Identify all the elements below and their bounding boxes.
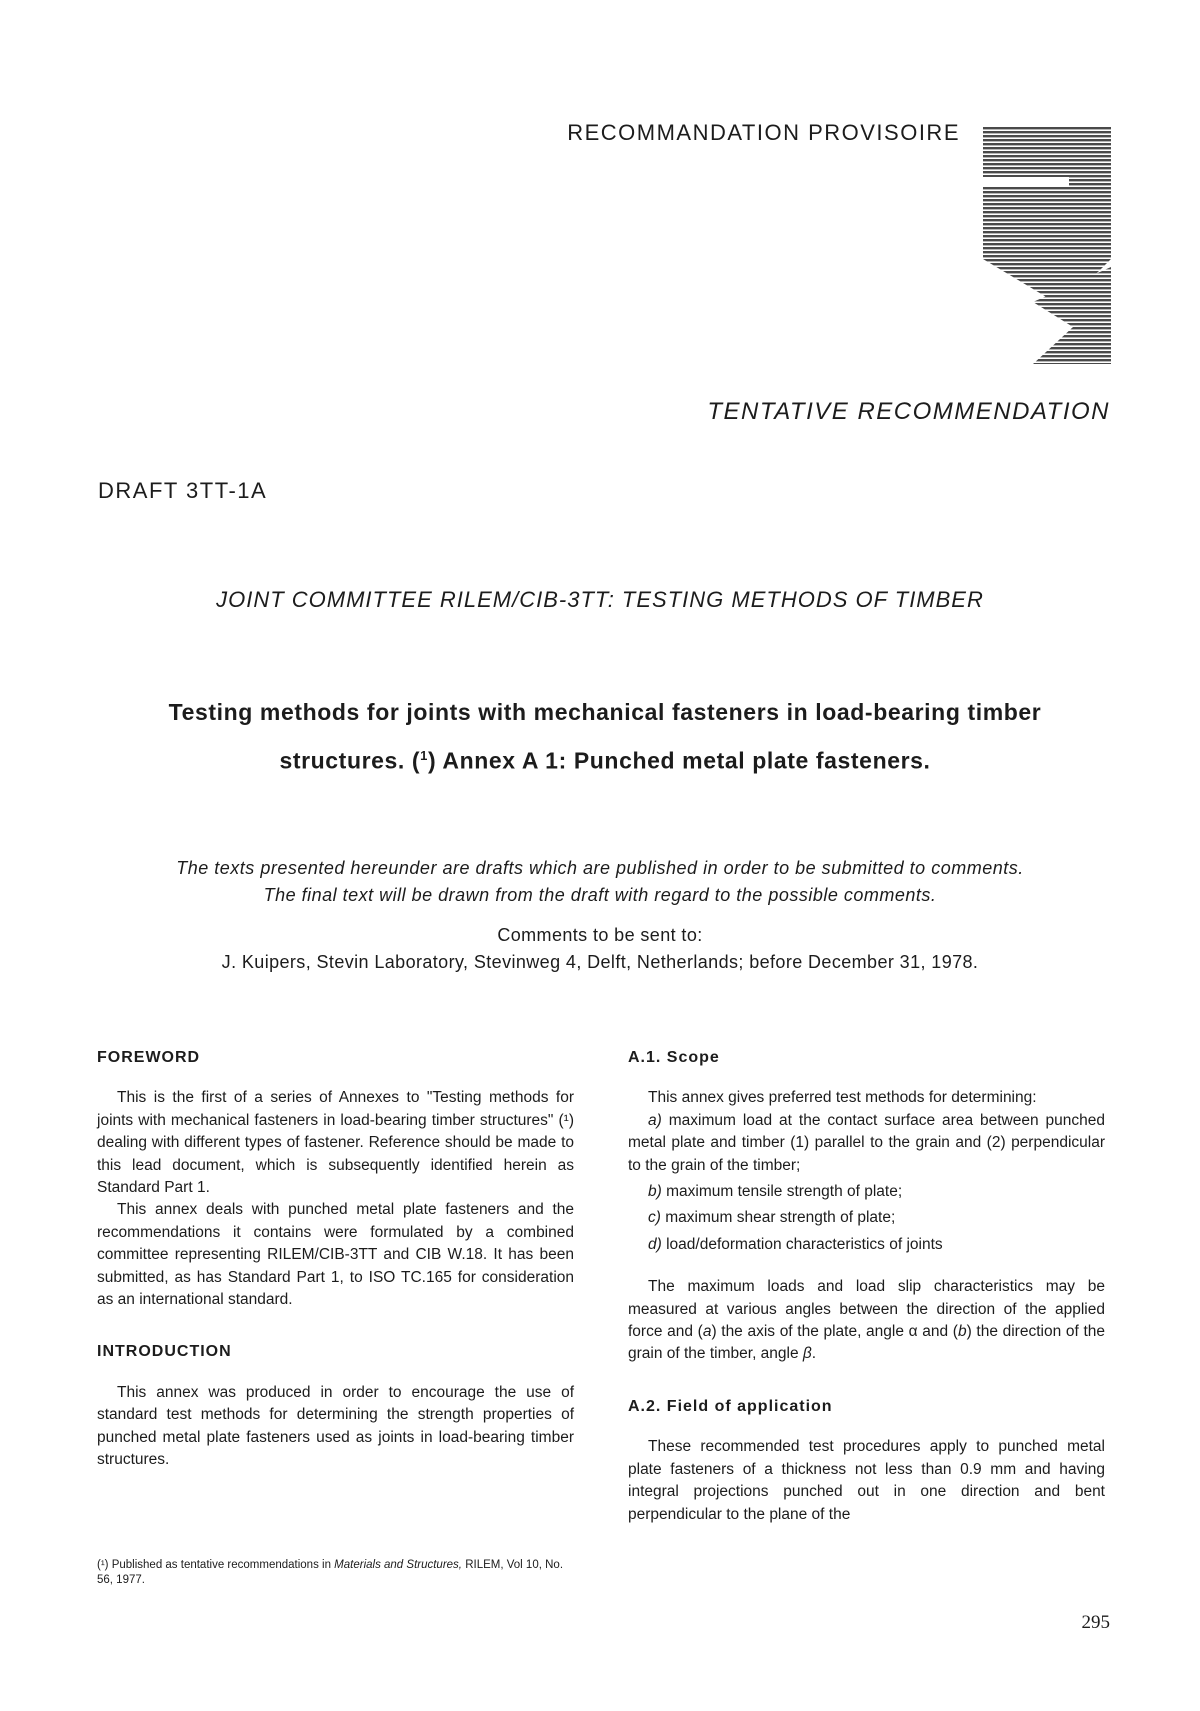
left-column [97,1047,574,1472]
rilem-logo [983,127,1111,364]
field-paragraph-1: These recommended test procedures apply to punched metal plate fasteners of a thickness not less than 0.9 mm and having integral projections punched out in one direction and bent perpendicular to the plane of the [628,1438,1105,1523]
footnote-ref: 1 [420,748,429,763]
comments-address [80,922,1120,976]
list-item: a) maximum load at the contact surface area between punched metal plate and timber (1) parallel to the grain and (2) perpendicular to the grain of the timber; [628,1111,1105,1174]
main-title-line-2: structures. ($^1$) Annex A 1: Punched metal plate fasteners. [279,747,931,774]
header-title: RECOMMANDATION PROVISOIRE [567,120,960,145]
foreword-paragraph-1: This is the first of a series of Annexes to "Testing methods for joints with mechanical fasteners in load-bearing timber structures" (¹) dealing with different types of fastener. Reference should be made to this lead document, which is subsequently identified herein as Standard Part 1. [97,1089,574,1197]
main-title [95,690,1115,783]
foreword-paragraph-2: This annex deals with punched metal plate fasteners and the recommendations it contains were formulated by a combined committee representing RILEM/CIB-3TT and CIB W.18. It has been submitted, as has Standard Part 1, to ISO TC.165 for consideration as an international standard. [97,1201,574,1309]
notice-line-1: The texts presented hereunder are drafts which are published in order to be submitted to comments. [176,858,1024,878]
footnote-marker: (¹) [97,1559,109,1571]
scope-paragraph-2: The maximum loads and load slip characteristics may be measured at various angles between the direction of the applied force and (a) the axis of the plate, angle α and (b) the direction of the grain of the timber, angle β. [628,1278,1105,1363]
draft-notice [80,855,1120,909]
scope-intro: This annex gives preferred test methods for determining: [648,1089,1037,1107]
main-title-line-1: Testing methods for joints with mechanical fasteners in load-bearing timber [168,699,1042,725]
right-column [628,1047,1105,1526]
introduction-heading: INTRODUCTION [97,1343,232,1361]
scope-heading: A.1. Scope [628,1049,720,1066]
page-number: 295 [1081,1612,1110,1633]
foreword-heading: FOREWORD [97,1049,201,1066]
introduction-paragraph-1: This annex was produced in order to encourage the use of standard test methods for determining the strength properties of punched metal plate fasteners used as joints in load-bearing timber structures. [97,1383,574,1469]
list-item: d) load/deformation characteristics of joints [648,1235,943,1253]
draft-label: DRAFT 3TT-1A [98,478,268,503]
committee-title: JOINT COMMITTEE RILEM/CIB-3TT: TESTING METHODS OF TIMBER [216,587,984,612]
list-item: c) maximum shear strength of plate; [648,1209,896,1227]
list-item: b) maximum tensile strength of plate; [648,1183,903,1201]
comments-to-label: Comments to be sent to: [497,925,703,945]
footnote-journal: Materials and Structures, [334,1559,463,1571]
footnote: (¹) Published as tentative recommendations in Materials and Structures, RILEM, Vol 10, No. 56, 1977. [97,1559,564,1586]
notice-line-2: The final text will be drawn from the draft with regard to the possible comments. [263,885,937,905]
field-of-application-heading: A.2. Field of application [628,1397,833,1415]
comments-address-line: J. Kuipers, Stevin Laboratory, Stevinweg 4, Delft, Netherlands; before December 31, 1978. [221,952,979,972]
tentative-recommendation-heading: TENTATIVE RECOMMENDATION [707,398,1110,425]
